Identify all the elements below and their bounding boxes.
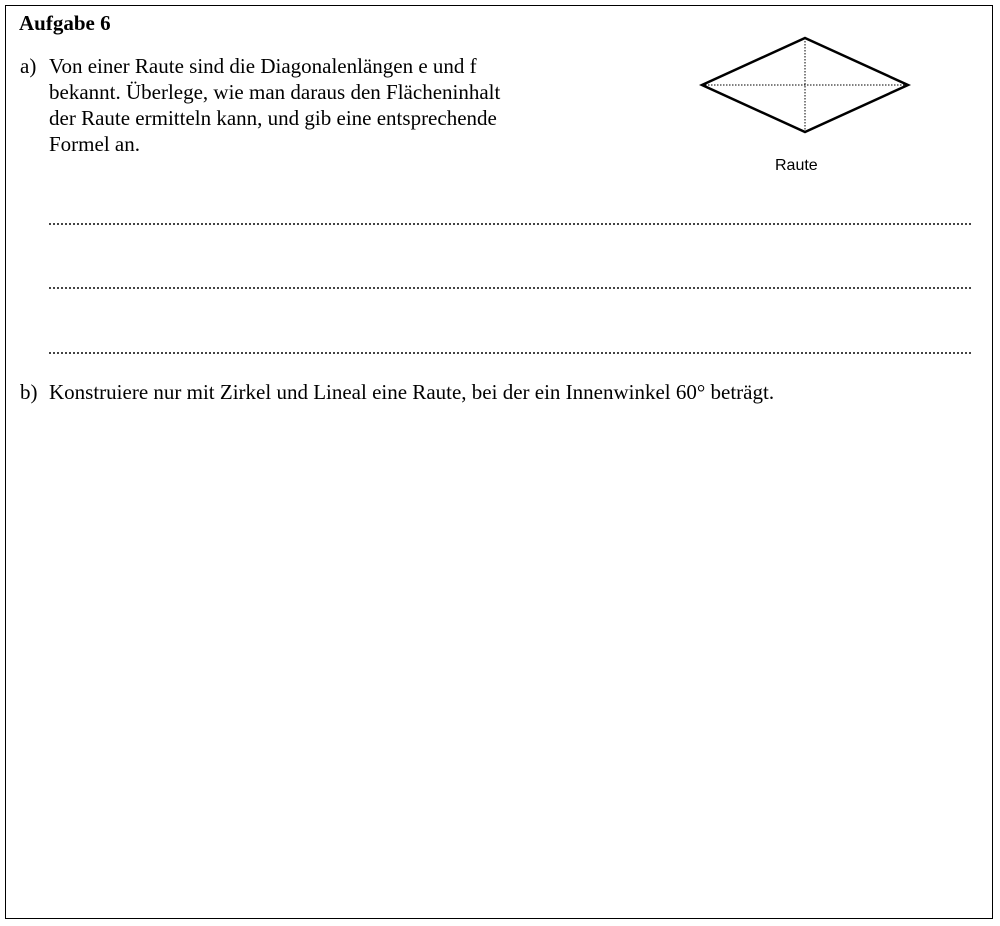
part-a-line-3: der Raute ermitteln kann, und gib eine entsprechende — [49, 106, 497, 130]
part-a-line-2: bekannt. Überlege, wie man daraus den Flächeninhalt — [49, 80, 501, 104]
part-b-label: b) — [20, 380, 38, 404]
task-title: Aufgabe 6 — [19, 11, 111, 35]
rhombus-caption: Raute — [775, 157, 818, 174]
part-a-text — [49, 53, 609, 157]
part-a-line-4: Formel an. — [49, 132, 140, 156]
answer-line-2[interactable] — [49, 287, 971, 289]
part-a-label: a) — [20, 54, 37, 78]
part-a-line-1: Von einer Raute sind die Diagonalenlängen e und f — [49, 54, 477, 78]
rhombus-figure — [695, 33, 915, 141]
part-b-text: Konstruiere nur mit Zirkel und Lineal eine Raute, bei der ein Innenwinkel 60° beträgt. — [49, 380, 775, 404]
answer-line-3[interactable] — [49, 352, 971, 354]
answer-line-1[interactable] — [49, 223, 971, 225]
